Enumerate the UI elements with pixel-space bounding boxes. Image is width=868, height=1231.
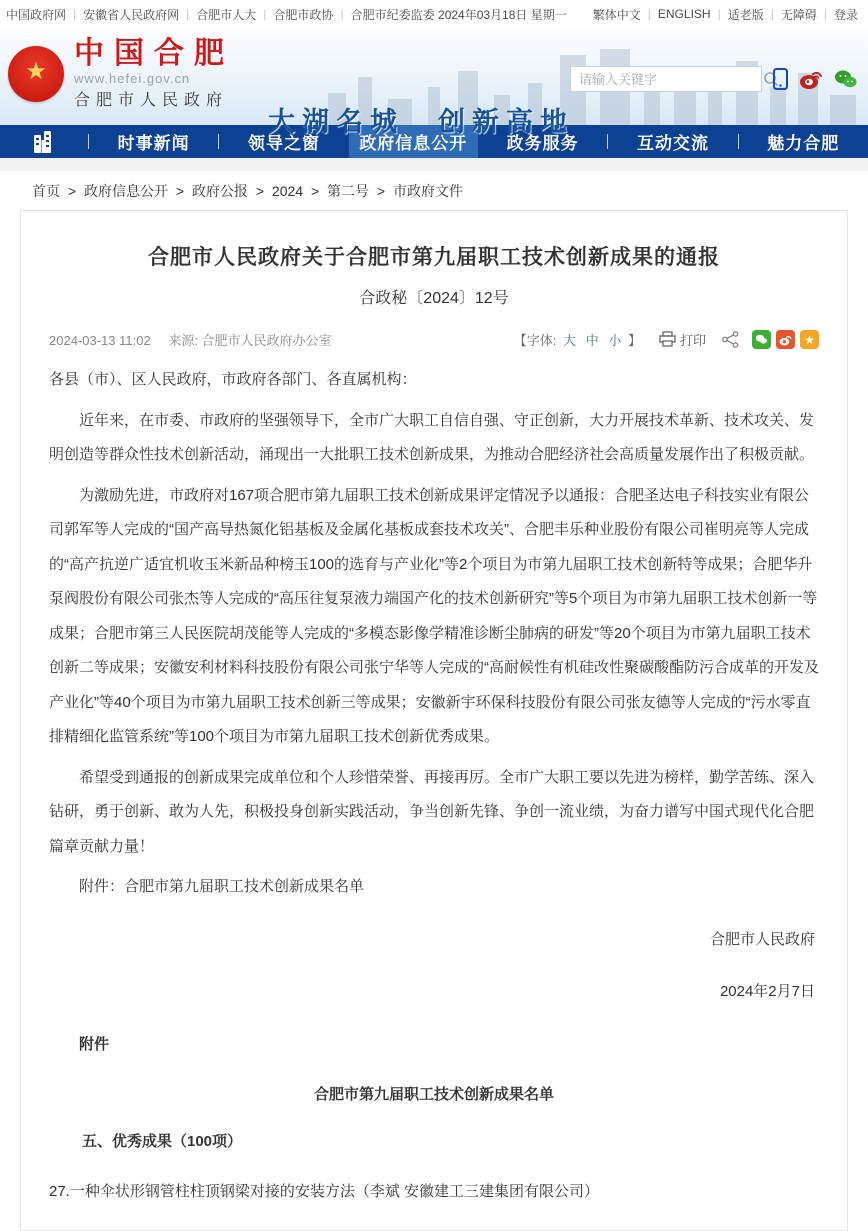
font-size-large-button[interactable]: 大 [563, 333, 577, 348]
breadcrumb-separator: > [67, 183, 77, 199]
site-subtitle: 合肥市人民政府 [74, 91, 229, 109]
link-hefei-jiwei[interactable]: 合肥市纪委监委 [350, 7, 435, 22]
appendix-label: 附件 [79, 1035, 110, 1053]
nav-item-interaction[interactable]: 互动交流 [636, 134, 709, 153]
divider [0, 158, 868, 171]
article-meta-bar [49, 330, 819, 349]
font-size-suffix: 】 [627, 333, 641, 348]
mobile-phone-icon [773, 68, 788, 90]
weibo-button[interactable] [799, 68, 823, 90]
signature-block [49, 923, 819, 1010]
emblem-star-icon: ★ [25, 57, 47, 85]
top-utility-bar [0, 0, 868, 28]
link-traditional-chinese[interactable]: 繁体中文 [592, 7, 641, 22]
article-container [20, 210, 848, 1231]
wechat-share-icon [755, 334, 768, 345]
paragraph-salutation: 各县（市）、区人民政府，市政府各部门、各直属机构： [49, 371, 417, 388]
divider: | [263, 7, 267, 21]
breadcrumb-issue-2[interactable]: 第二号 [327, 183, 370, 199]
site-name: 中国合肥 [74, 37, 234, 70]
font-size-controls [514, 330, 641, 349]
divider: | [823, 7, 827, 21]
star-icon: ★ [804, 332, 815, 347]
article-meta-tools [514, 330, 819, 349]
paragraph: 近年来，在市委、市政府的坚强领导下，全市广大职工自信自强、守正创新，大力开展技术革新、技术攻关、发明创造等群众性技术创新活动，涌现出一大批职工技术创新成果，为推动合肥经济社会高质量发展作出了积极贡献。 [49, 411, 815, 463]
breadcrumb-gov-info[interactable]: 政府信息公开 [83, 183, 168, 199]
link-accessibility[interactable]: 无障碍 [780, 7, 817, 22]
font-size-prefix: 【字体: [513, 333, 557, 348]
article-title: 合肥市人民政府关于合肥市第九届职工技术创新成果的通报 [148, 246, 720, 269]
nav-item-charming-hefei[interactable]: 魅力合肥 [767, 134, 840, 153]
sign-date: 2024年2月7日 [719, 983, 815, 1000]
article-meta-left [49, 330, 346, 349]
site-url: www.hefei.gov.cn [74, 70, 191, 86]
nav-item-leaders[interactable]: 领导之窗 [247, 134, 320, 153]
search-box [570, 66, 762, 92]
share-button[interactable] [722, 331, 739, 348]
share-weibo-button[interactable] [776, 330, 795, 349]
breadcrumb-gazette[interactable]: 政府公报 [191, 183, 248, 199]
header-right-tools [570, 66, 858, 92]
divider: | [770, 7, 774, 21]
breadcrumb-separator: > [376, 183, 386, 199]
link-hefei-renda[interactable]: 合肥市人大 [196, 7, 257, 22]
print-label: 打印 [679, 333, 706, 348]
breadcrumb-city-gov-documents[interactable]: 市政府文件 [393, 183, 463, 199]
breadcrumb-separator: > [255, 183, 265, 199]
city-slogan: 大湖名城 创新高地 [268, 107, 574, 137]
link-elder-version[interactable]: 适老版 [727, 7, 764, 22]
article-body [49, 363, 819, 1210]
signer: 合肥市人民政府 [709, 930, 815, 948]
divider: | [717, 7, 721, 21]
topbar-left-links [6, 6, 435, 23]
wechat-button[interactable] [834, 69, 858, 90]
paragraph: 希望受到通报的创新成果完成单位和个人珍惜荣誉、再接再厉。全市广大职工要以先进为榜样，勤学苦练、深入钻研，勇于创新、敢为人先，积极投身创新实践活动，争当创新先锋、争创一流业绩，为奋力谱写中国式现代化合肥篇章贡献力量！ [49, 768, 815, 855]
favorite-button[interactable] [800, 330, 819, 349]
paragraph: 为激励先进，市政府对167项合肥市第九届职工技术创新成果评定情况予以通报：合肥圣达电子科技实业有限公司郭军等人完成的“国产高导热氮化铝基板及金属化基板成套技术攻关”、合肥丰乐种业股份有限公司崔明亮等人完成的“高产抗逆广适宜机收玉米新品种榜玉100的选育与产业化”等2个项目为市第九届职工技术创新特等成果；合肥华升泵阀股份有限公司张杰等人完成的“高压往复泵液力端国产化的技术创新研究”等5个项目为市第九届职工技术创新一等成果；合肥市第三人民医院胡茂能等人完成的“多模态影像学精准诊断尘肺病的研发”等20个项目为市第九届职工技术创新二等成果；安徽安利材料科技股份有限公司张宁华等人完成的“高耐候性有机硅改性聚碳酸酯防污合成革的开发及产业化”等40个项目为市第九届职工技术创新三等成果；安徽新宇环保科技股份有限公司张友德等人完成的“污水零直排精细化监管系统”等100个项目为市第九届职工技术创新优秀成果。 [49, 486, 820, 745]
nav-item-news[interactable]: 时事新闻 [117, 134, 190, 153]
print-button[interactable] [659, 330, 706, 349]
national-emblem-icon [8, 46, 64, 102]
appendix-title: 合肥市第九届职工技术创新成果名单 [313, 1086, 554, 1103]
home-building-icon [31, 131, 57, 153]
divider: | [186, 7, 190, 21]
share-wechat-button[interactable] [752, 330, 771, 349]
divider: | [340, 7, 344, 21]
site-logo[interactable] [8, 38, 234, 110]
nav-item-gov-info-disclosure[interactable]: 政府信息公开 [349, 125, 478, 158]
logo-text [74, 38, 234, 110]
printer-icon [659, 332, 676, 347]
weibo-icon [799, 68, 823, 90]
link-anhui-gov[interactable]: 安徽省人民政府网 [83, 7, 180, 22]
font-size-medium-button[interactable]: 中 [585, 333, 599, 348]
attachment-reference: 附件：合肥市第九届职工技术创新成果名单 [79, 878, 365, 895]
topbar-right-links [438, 6, 858, 23]
font-size-small-button[interactable]: 小 [608, 333, 622, 348]
breadcrumb-separator: > [175, 183, 185, 199]
appendix-section-heading: 五、优秀成果（100项） [82, 1132, 243, 1150]
link-gov-cn[interactable]: 中国政府网 [6, 7, 67, 22]
breadcrumb-separator: > [310, 183, 320, 199]
home-button[interactable] [0, 125, 88, 158]
weibo-share-icon [779, 334, 792, 346]
appendix-list-item: 27.一种伞状形钢管柱柱顶钢梁对接的安装方法（李斌 安徽建工三建集团有限公司） [49, 1183, 600, 1200]
wechat-icon [834, 69, 858, 90]
divider: | [647, 7, 651, 21]
breadcrumb [32, 181, 868, 201]
breadcrumb-home[interactable]: 首页 [32, 183, 60, 199]
current-date: 2024年03月18日 星期一 [438, 7, 567, 22]
publish-time: 2024-03-13 11:02 [49, 333, 151, 348]
link-english[interactable]: ENGLISH [657, 7, 711, 21]
nav-item-gov-services[interactable]: 政务服务 [506, 134, 579, 153]
article-source: 来源: 合肥市人民政府办公室 [168, 333, 332, 348]
link-hefei-zhengxie[interactable]: 合肥市政协 [273, 7, 334, 22]
breadcrumb-2024[interactable]: 2024 [271, 183, 304, 199]
site-header [0, 28, 868, 137]
share-icon [722, 331, 739, 348]
divider: | [73, 7, 77, 21]
search-input[interactable] [571, 72, 763, 87]
login-link[interactable]: 登录 [833, 7, 858, 22]
document-number: 合政秘〔2024〕12号 [359, 290, 509, 307]
mobile-version-button[interactable] [773, 68, 788, 90]
